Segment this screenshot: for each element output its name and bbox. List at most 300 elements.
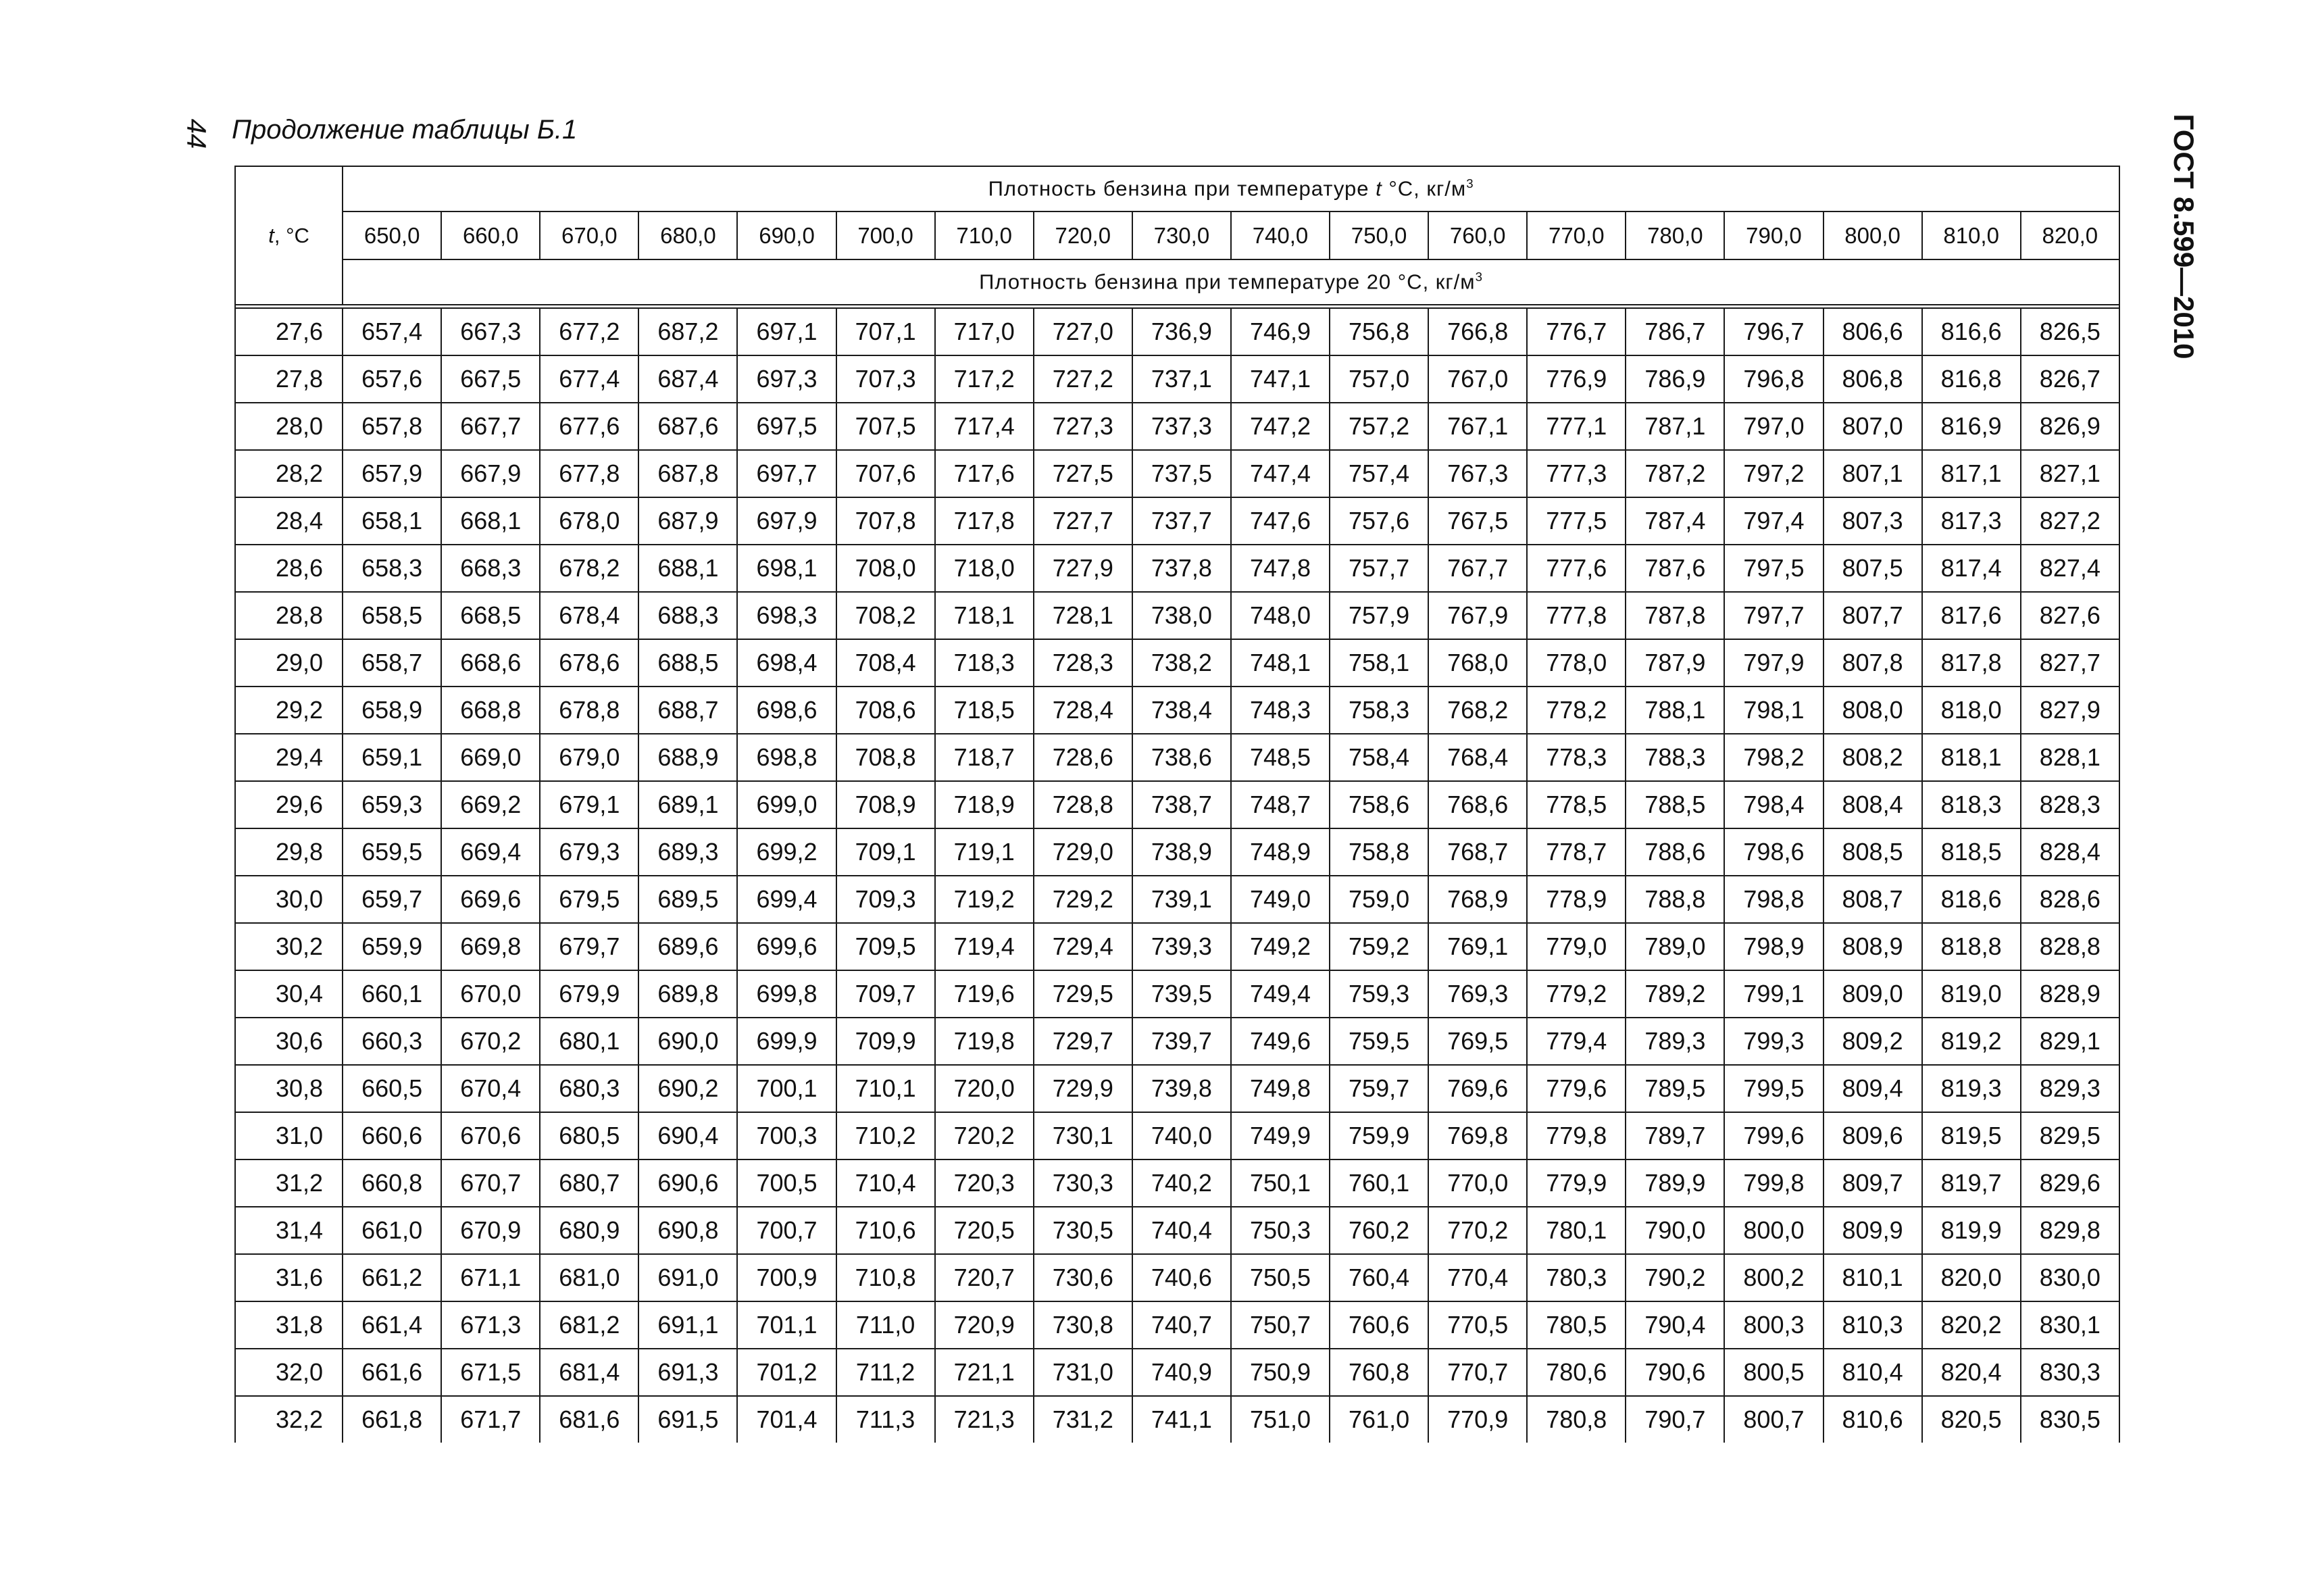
density-cell: 687,6 — [638, 403, 737, 450]
density-cell: 727,0 — [1034, 308, 1132, 355]
density-cell: 728,4 — [1034, 687, 1132, 734]
density-cell: 809,4 — [1823, 1065, 1922, 1112]
density-cell: 807,0 — [1823, 403, 1922, 450]
density-cell: 660,8 — [343, 1159, 441, 1207]
density-cell: 739,8 — [1132, 1065, 1231, 1112]
density-cell: 768,0 — [1428, 639, 1527, 687]
density-cell: 780,3 — [1527, 1254, 1626, 1301]
density-cell: 658,3 — [343, 545, 441, 592]
density-cell: 728,1 — [1034, 592, 1132, 639]
temperature-cell: 30,4 — [235, 970, 343, 1018]
density-cell: 777,6 — [1527, 545, 1626, 592]
density-cell: 757,0 — [1330, 355, 1428, 403]
density-cell: 788,8 — [1626, 876, 1724, 923]
density-cell: 779,8 — [1527, 1112, 1626, 1159]
density-cell: 670,9 — [441, 1207, 540, 1254]
density-cell: 827,6 — [2021, 592, 2119, 639]
density-cell: 687,9 — [638, 497, 737, 545]
temperature-cell: 28,4 — [235, 497, 343, 545]
density-cell: 717,6 — [935, 450, 1034, 497]
density-cell: 830,5 — [2021, 1396, 2119, 1443]
table-caption: Продолжение таблицы Б.1 — [232, 115, 578, 145]
density-cell: 809,9 — [1823, 1207, 1922, 1254]
density-cell: 708,4 — [836, 639, 935, 687]
density-cell: 757,6 — [1330, 497, 1428, 545]
density-cell: 828,3 — [2021, 781, 2119, 828]
temperature-cell: 28,2 — [235, 450, 343, 497]
density-cell: 818,6 — [1922, 876, 2021, 923]
density-cell: 759,2 — [1330, 923, 1428, 970]
density-cell: 738,9 — [1132, 828, 1231, 876]
density-cell: 720,5 — [935, 1207, 1034, 1254]
density-cell: 681,2 — [540, 1301, 638, 1349]
density-cell: 737,1 — [1132, 355, 1231, 403]
density-cell: 687,2 — [638, 308, 737, 355]
temperature-column-header: t, °С — [235, 166, 343, 305]
column-header-row — [235, 211, 2119, 259]
density-cell: 747,1 — [1231, 355, 1330, 403]
density-cell: 688,5 — [638, 639, 737, 687]
temperature-cell: 29,4 — [235, 734, 343, 781]
table-row — [235, 781, 2119, 828]
density-cell: 760,1 — [1330, 1159, 1428, 1207]
temperature-cell: 28,6 — [235, 545, 343, 592]
density-cell: 698,6 — [737, 687, 836, 734]
density-cell: 789,9 — [1626, 1159, 1724, 1207]
table-row — [235, 687, 2119, 734]
table-row — [235, 355, 2119, 403]
density-cell: 777,1 — [1527, 403, 1626, 450]
density-cell: 808,4 — [1823, 781, 1922, 828]
density-cell: 749,0 — [1231, 876, 1330, 923]
density-cell: 718,3 — [935, 639, 1034, 687]
density-cell: 679,3 — [540, 828, 638, 876]
density-cell: 760,6 — [1330, 1301, 1428, 1349]
column-header: 780,0 — [1626, 211, 1724, 259]
table-row — [235, 1159, 2119, 1207]
density-cell: 690,2 — [638, 1065, 737, 1112]
density-cell: 778,0 — [1527, 639, 1626, 687]
density-cell: 680,3 — [540, 1065, 638, 1112]
density-cell: 779,2 — [1527, 970, 1626, 1018]
table-row — [235, 592, 2119, 639]
density-cell: 667,7 — [441, 403, 540, 450]
density-cell: 806,6 — [1823, 308, 1922, 355]
column-header: 710,0 — [935, 211, 1034, 259]
density-cell: 661,2 — [343, 1254, 441, 1301]
density-cell: 770,7 — [1428, 1349, 1527, 1396]
density-cell: 819,5 — [1922, 1112, 2021, 1159]
density-cell: 828,4 — [2021, 828, 2119, 876]
density-cell: 787,8 — [1626, 592, 1724, 639]
density-cell: 748,7 — [1231, 781, 1330, 828]
table-row — [235, 923, 2119, 970]
density-cell: 786,9 — [1626, 355, 1724, 403]
density-cell: 789,3 — [1626, 1018, 1724, 1065]
density-cell: 750,1 — [1231, 1159, 1330, 1207]
density-cell: 820,0 — [1922, 1254, 2021, 1301]
density-cell: 746,9 — [1231, 308, 1330, 355]
density-cell: 727,2 — [1034, 355, 1132, 403]
density-cell: 708,6 — [836, 687, 935, 734]
density-cell: 699,4 — [737, 876, 836, 923]
density-cell: 759,9 — [1330, 1112, 1428, 1159]
density-cell: 759,3 — [1330, 970, 1428, 1018]
table-row — [235, 308, 2119, 355]
density-cell: 690,4 — [638, 1112, 737, 1159]
temperature-cell: 30,2 — [235, 923, 343, 970]
density-cell: 730,5 — [1034, 1207, 1132, 1254]
density-cell: 670,7 — [441, 1159, 540, 1207]
density-cell: 691,0 — [638, 1254, 737, 1301]
density-cell: 718,9 — [935, 781, 1034, 828]
density-cell: 660,1 — [343, 970, 441, 1018]
column-header: 650,0 — [343, 211, 441, 259]
density-cell: 828,1 — [2021, 734, 2119, 781]
density-cell: 827,2 — [2021, 497, 2119, 545]
density-cell: 808,9 — [1823, 923, 1922, 970]
density-cell: 658,7 — [343, 639, 441, 687]
density-cell: 787,1 — [1626, 403, 1724, 450]
column-header: 680,0 — [638, 211, 737, 259]
top-span-header: Плотность бензина при температуре t °С, $кг/м^3$ — [343, 166, 2119, 211]
density-cell: 757,2 — [1330, 403, 1428, 450]
density-cell: 689,8 — [638, 970, 737, 1018]
density-cell: 728,3 — [1034, 639, 1132, 687]
density-cell: 721,3 — [935, 1396, 1034, 1443]
density-cell: 719,6 — [935, 970, 1034, 1018]
density-cell: 669,2 — [441, 781, 540, 828]
density-cell: 789,5 — [1626, 1065, 1724, 1112]
density-cell: 657,9 — [343, 450, 441, 497]
density-cell: 708,2 — [836, 592, 935, 639]
density-cell: 748,1 — [1231, 639, 1330, 687]
density-cell: 719,8 — [935, 1018, 1034, 1065]
density-cell: 699,9 — [737, 1018, 836, 1065]
density-cell: 819,3 — [1922, 1065, 2021, 1112]
density-cell: 661,6 — [343, 1349, 441, 1396]
density-cell: 687,4 — [638, 355, 737, 403]
density-cell: 708,9 — [836, 781, 935, 828]
density-cell: 740,9 — [1132, 1349, 1231, 1396]
density-cell: 800,3 — [1724, 1301, 1823, 1349]
density-cell: 707,5 — [836, 403, 935, 450]
density-cell: 737,8 — [1132, 545, 1231, 592]
density-cell: 737,5 — [1132, 450, 1231, 497]
table-row — [235, 1207, 2119, 1254]
density-cell: 681,4 — [540, 1349, 638, 1396]
density-cell: 748,5 — [1231, 734, 1330, 781]
density-cell: 798,9 — [1724, 923, 1823, 970]
density-cell: 816,6 — [1922, 308, 2021, 355]
density-cell: 779,4 — [1527, 1018, 1626, 1065]
table-row — [235, 1018, 2119, 1065]
density-cell: 767,5 — [1428, 497, 1527, 545]
density-cell: 690,8 — [638, 1207, 737, 1254]
density-cell: 688,1 — [638, 545, 737, 592]
density-cell: 727,9 — [1034, 545, 1132, 592]
density-cell: 766,8 — [1428, 308, 1527, 355]
density-cell: 807,1 — [1823, 450, 1922, 497]
density-cell: 660,5 — [343, 1065, 441, 1112]
density-cell: 750,7 — [1231, 1301, 1330, 1349]
density-cell: 698,3 — [737, 592, 836, 639]
table-row — [235, 450, 2119, 497]
density-cell: 796,8 — [1724, 355, 1823, 403]
temperature-cell: 27,6 — [235, 308, 343, 355]
density-cell: 677,4 — [540, 355, 638, 403]
density-cell: 798,1 — [1724, 687, 1823, 734]
density-cell: 679,0 — [540, 734, 638, 781]
density-cell: 830,3 — [2021, 1349, 2119, 1396]
density-cell: 778,2 — [1527, 687, 1626, 734]
density-cell: 680,9 — [540, 1207, 638, 1254]
density-cell: 799,1 — [1724, 970, 1823, 1018]
density-cell: 790,2 — [1626, 1254, 1724, 1301]
density-cell: 797,4 — [1724, 497, 1823, 545]
table-row — [235, 1065, 2119, 1112]
density-cell: 767,3 — [1428, 450, 1527, 497]
density-cell: 770,9 — [1428, 1396, 1527, 1443]
density-cell: 710,8 — [836, 1254, 935, 1301]
density-cell: 659,1 — [343, 734, 441, 781]
density-cell: 679,5 — [540, 876, 638, 923]
density-cell: 760,2 — [1330, 1207, 1428, 1254]
density-cell: 738,4 — [1132, 687, 1231, 734]
density-cell: 747,8 — [1231, 545, 1330, 592]
density-cell: 740,7 — [1132, 1301, 1231, 1349]
density-cell: 736,9 — [1132, 308, 1231, 355]
density-cell: 719,4 — [935, 923, 1034, 970]
density-cell: 689,3 — [638, 828, 737, 876]
density-cell: 679,7 — [540, 923, 638, 970]
density-cell: 691,5 — [638, 1396, 737, 1443]
density-cell: 778,9 — [1527, 876, 1626, 923]
density-cell: 807,8 — [1823, 639, 1922, 687]
temperature-cell: 31,2 — [235, 1159, 343, 1207]
density-cell: 809,0 — [1823, 970, 1922, 1018]
density-cell: 708,8 — [836, 734, 935, 781]
density-cell: 799,8 — [1724, 1159, 1823, 1207]
density-cell: 728,6 — [1034, 734, 1132, 781]
density-cell: 689,1 — [638, 781, 737, 828]
temperature-cell: 28,0 — [235, 403, 343, 450]
temperature-cell: 31,4 — [235, 1207, 343, 1254]
density-cell: 729,7 — [1034, 1018, 1132, 1065]
column-header: 750,0 — [1330, 211, 1428, 259]
density-cell: 657,8 — [343, 403, 441, 450]
density-cell: 710,4 — [836, 1159, 935, 1207]
density-cell: 711,3 — [836, 1396, 935, 1443]
density-cell: 776,7 — [1527, 308, 1626, 355]
density-cell: 658,5 — [343, 592, 441, 639]
column-header: 790,0 — [1724, 211, 1823, 259]
density-cell: 739,3 — [1132, 923, 1231, 970]
temperature-cell: 29,2 — [235, 687, 343, 734]
density-cell: 729,2 — [1034, 876, 1132, 923]
density-cell: 799,6 — [1724, 1112, 1823, 1159]
density-cell: 769,5 — [1428, 1018, 1527, 1065]
table-row — [235, 1349, 2119, 1396]
bottom-span-header: Плотность бензина при температуре 20 °С, $кг/м^3$ — [343, 259, 2119, 305]
density-cell: 797,7 — [1724, 592, 1823, 639]
density-cell: 769,3 — [1428, 970, 1527, 1018]
density-cell: 789,7 — [1626, 1112, 1724, 1159]
density-cell: 730,1 — [1034, 1112, 1132, 1159]
density-cell: 668,5 — [441, 592, 540, 639]
density-cell: 829,5 — [2021, 1112, 2119, 1159]
density-cell: 810,6 — [1823, 1396, 1922, 1443]
density-cell: 718,7 — [935, 734, 1034, 781]
density-cell: 817,1 — [1922, 450, 2021, 497]
density-cell: 808,0 — [1823, 687, 1922, 734]
density-cell: 800,5 — [1724, 1349, 1823, 1396]
density-cell: 827,4 — [2021, 545, 2119, 592]
density-cell: 668,8 — [441, 687, 540, 734]
density-cell: 829,1 — [2021, 1018, 2119, 1065]
density-cell: 829,3 — [2021, 1065, 2119, 1112]
density-cell: 826,9 — [2021, 403, 2119, 450]
density-cell: 767,1 — [1428, 403, 1527, 450]
density-cell: 807,7 — [1823, 592, 1922, 639]
temperature-cell: 31,0 — [235, 1112, 343, 1159]
density-cell: 818,1 — [1922, 734, 2021, 781]
density-cell: 709,9 — [836, 1018, 935, 1065]
density-cell: 829,6 — [2021, 1159, 2119, 1207]
temperature-cell: 32,0 — [235, 1349, 343, 1396]
density-cell: 671,1 — [441, 1254, 540, 1301]
density-cell: 670,0 — [441, 970, 540, 1018]
density-cell: 709,3 — [836, 876, 935, 923]
density-cell: 668,3 — [441, 545, 540, 592]
density-cell: 777,3 — [1527, 450, 1626, 497]
density-cell: 711,2 — [836, 1349, 935, 1396]
density-cell: 690,6 — [638, 1159, 737, 1207]
density-cell: 768,6 — [1428, 781, 1527, 828]
density-cell: 808,7 — [1823, 876, 1922, 923]
column-header: 800,0 — [1823, 211, 1922, 259]
density-cell: 827,9 — [2021, 687, 2119, 734]
density-cell: 768,9 — [1428, 876, 1527, 923]
header-row-top — [235, 166, 2119, 211]
density-cell: 806,8 — [1823, 355, 1922, 403]
density-cell: 661,0 — [343, 1207, 441, 1254]
density-cell: 748,9 — [1231, 828, 1330, 876]
column-header: 820,0 — [2021, 211, 2119, 259]
density-cell: 778,5 — [1527, 781, 1626, 828]
table-row — [235, 497, 2119, 545]
column-header: 770,0 — [1527, 211, 1626, 259]
density-cell: 810,3 — [1823, 1301, 1922, 1349]
density-cell: 720,3 — [935, 1159, 1034, 1207]
density-cell: 730,6 — [1034, 1254, 1132, 1301]
density-cell: 788,5 — [1626, 781, 1724, 828]
density-cell: 689,6 — [638, 923, 737, 970]
density-cell: 720,9 — [935, 1301, 1034, 1349]
temperature-cell: 30,0 — [235, 876, 343, 923]
density-cell: 720,0 — [935, 1065, 1034, 1112]
density-cell: 758,3 — [1330, 687, 1428, 734]
density-cell: 807,3 — [1823, 497, 1922, 545]
density-cell: 709,1 — [836, 828, 935, 876]
density-cell: 697,3 — [737, 355, 836, 403]
density-cell: 789,0 — [1626, 923, 1724, 970]
density-cell: 730,3 — [1034, 1159, 1132, 1207]
density-cell: 818,0 — [1922, 687, 2021, 734]
density-cell: 681,0 — [540, 1254, 638, 1301]
density-cell: 669,0 — [441, 734, 540, 781]
density-cell: 717,0 — [935, 308, 1034, 355]
density-cell: 777,5 — [1527, 497, 1626, 545]
density-cell: 738,6 — [1132, 734, 1231, 781]
column-header: 660,0 — [441, 211, 540, 259]
density-cell: 827,7 — [2021, 639, 2119, 687]
density-cell: 800,7 — [1724, 1396, 1823, 1443]
density-cell: 779,6 — [1527, 1065, 1626, 1112]
density-cell: 768,2 — [1428, 687, 1527, 734]
density-cell: 777,8 — [1527, 592, 1626, 639]
density-cell: 750,5 — [1231, 1254, 1330, 1301]
density-cell: 797,2 — [1724, 450, 1823, 497]
table-row — [235, 545, 2119, 592]
density-cell: 818,8 — [1922, 923, 2021, 970]
density-cell: 691,3 — [638, 1349, 737, 1396]
density-cell: 820,5 — [1922, 1396, 2021, 1443]
density-cell: 796,7 — [1724, 308, 1823, 355]
density-cell: 757,9 — [1330, 592, 1428, 639]
density-cell: 677,2 — [540, 308, 638, 355]
density-cell: 731,0 — [1034, 1349, 1132, 1396]
density-cell: 659,3 — [343, 781, 441, 828]
density-cell: 761,0 — [1330, 1396, 1428, 1443]
density-cell: 729,9 — [1034, 1065, 1132, 1112]
density-cell: 720,7 — [935, 1254, 1034, 1301]
density-cell: 780,5 — [1527, 1301, 1626, 1349]
density-cell: 769,6 — [1428, 1065, 1527, 1112]
density-cell: 817,8 — [1922, 639, 2021, 687]
density-cell: 748,3 — [1231, 687, 1330, 734]
table-row — [235, 639, 2119, 687]
density-cell: 820,4 — [1922, 1349, 2021, 1396]
density-cell: 767,0 — [1428, 355, 1527, 403]
density-cell: 697,7 — [737, 450, 836, 497]
density-cell: 770,2 — [1428, 1207, 1527, 1254]
density-cell: 830,0 — [2021, 1254, 2119, 1301]
density-cell: 658,9 — [343, 687, 441, 734]
density-cell: 759,0 — [1330, 876, 1428, 923]
temperature-cell: 29,0 — [235, 639, 343, 687]
density-cell: 688,9 — [638, 734, 737, 781]
density-cell: 727,3 — [1034, 403, 1132, 450]
temperature-cell: 27,8 — [235, 355, 343, 403]
density-cell: 701,1 — [737, 1301, 836, 1349]
density-cell: 738,0 — [1132, 592, 1231, 639]
column-header: 720,0 — [1034, 211, 1132, 259]
density-cell: 750,9 — [1231, 1349, 1330, 1396]
density-cell: 799,5 — [1724, 1065, 1823, 1112]
density-cell: 779,0 — [1527, 923, 1626, 970]
table-row — [235, 1254, 2119, 1301]
density-cell: 740,4 — [1132, 1207, 1231, 1254]
density-cell: 729,5 — [1034, 970, 1132, 1018]
temperature-cell: 31,8 — [235, 1301, 343, 1349]
density-cell: 768,7 — [1428, 828, 1527, 876]
density-cell: 800,0 — [1724, 1207, 1823, 1254]
temperature-cell: 31,6 — [235, 1254, 343, 1301]
density-cell: 790,6 — [1626, 1349, 1724, 1396]
density-cell: 790,0 — [1626, 1207, 1724, 1254]
density-cell: 800,2 — [1724, 1254, 1823, 1301]
